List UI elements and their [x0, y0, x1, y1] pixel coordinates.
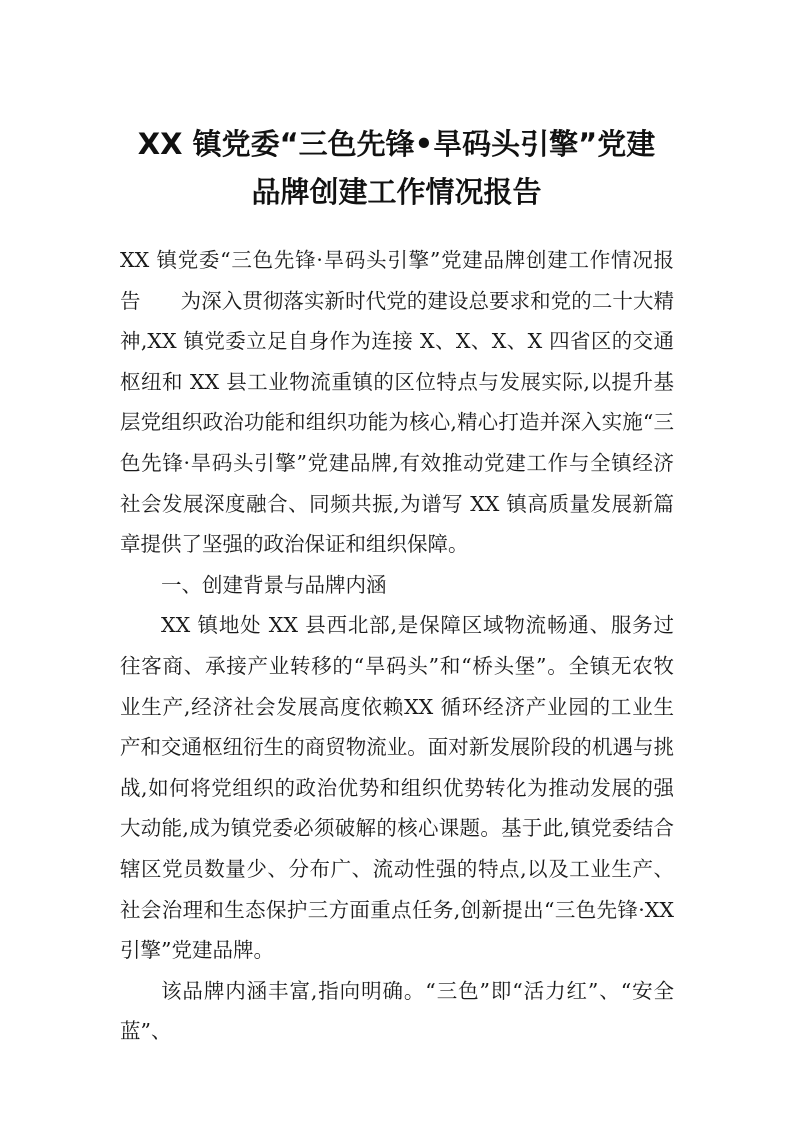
intro-body: 为深入贯彻落实新时代党的建设总要求和党的二十大精神,XX 镇党委立足自身作为连接 X、X、X、X 四省区的交通枢纽和 XX 县工业物流重镇的区位特点与发展实际,以提升基层党组织政治功能和组织功能为核心,精心打造并深入实施“三色先锋·旱码头引擎”党建品牌,有效推动党建工作与全镇经济社会发展深度融合、同频共振,为谱写 XX 镇高质量发展新篇章提供了坚强的政治保证和组织保障。 — [120, 288, 675, 557]
intro-paragraph — [120, 240, 674, 565]
section-1-paragraph-1: XX 镇地处 XX 县西北部,是保障区域物流畅通、服务过往客商、承接产业转移的“旱码头”和“桥头堡”。全镇无农牧业生产,经济社会发展高度依赖XX 循环经济产业园的工业生产和交通枢纽衍生的商贸物流业。面对新发展阶段的机遇与挑战,如何将党组织的政治优势和组织优势转化为推动发展的强大动能,成为镇党委必须破解的核心课题。基于此,镇党委结合辖区党员数量少、分布广、流动性强的特点,以及工业生产、社会治理和生态保护三方面重点任务,创新提出“三色先锋·XX 引擎”党建品牌。 — [120, 613, 674, 963]
document-title-line-2: 品牌创建工作情况报告 — [251, 175, 542, 209]
document-title-line-1: XX 镇党委“三色先锋•旱码头引擎”党建 — [137, 127, 656, 161]
section-1-heading: 一、创建背景与品牌内涵 — [161, 572, 387, 597]
section-1-paragraph-2: 该品牌内涵丰富,指向明确。“三色”即“活力红”、“安全蓝”、 — [120, 978, 674, 1044]
document-body — [120, 240, 674, 1052]
intro-lead: XX 镇党委“三色先锋·旱码头引擎”党建品牌创建工作情况报告 — [120, 248, 674, 313]
